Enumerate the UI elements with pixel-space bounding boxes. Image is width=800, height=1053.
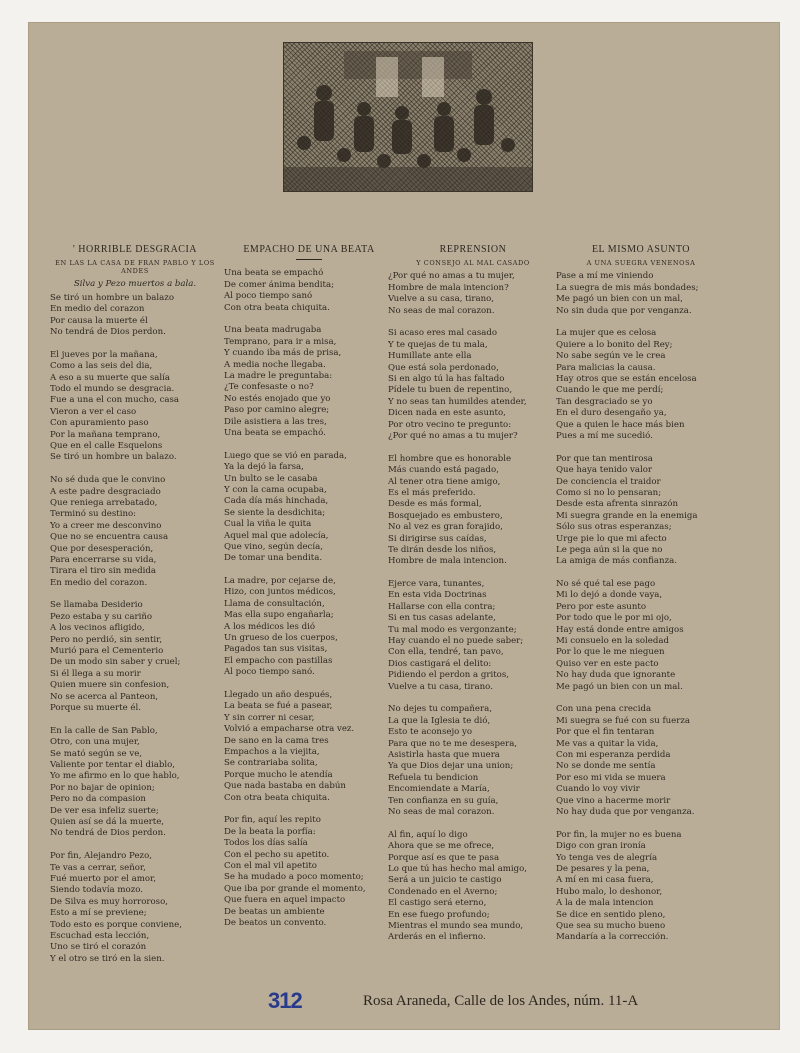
verse-line: No tendrá de Dios perdon. [50, 828, 166, 839]
verse-line: Quien muere sin confesion, [50, 680, 170, 691]
verse-line: Por causa la muerte él [50, 315, 148, 326]
verse-line: No hay duda que ignorante [556, 670, 676, 681]
verse-line: Bosquejado es embustero, [388, 510, 503, 521]
verse-line: En ese fuego profundo; [388, 909, 490, 920]
verse-line: Cuando le que me perdí; [556, 385, 664, 396]
verse-line: Por fin, aquí les repito [224, 815, 321, 826]
verse-line: Pero por este asunto [556, 601, 647, 612]
verse-line: Mi suegra grande en la enemiga [556, 510, 698, 521]
verse-line: Hombre de mala intencion? [388, 282, 509, 293]
verse-line: Y sin correr ni cesar, [224, 712, 315, 723]
verse-line: El jueves por la mañana, [50, 349, 158, 360]
verse-line: Se mató según se ve, [50, 748, 143, 759]
verse-line: El castigo será eterno, [388, 898, 487, 909]
verse-line: Se ha mudado a poco momento; [224, 872, 364, 883]
verse-line: No sé qué tal ese pago [556, 579, 656, 590]
verse-line: Se llamaba Desiderio [50, 600, 143, 611]
verse-line: Hallarse con ella contra; [388, 601, 496, 612]
verse-line: Fué muerto por el amor, [50, 873, 156, 884]
stanza [388, 271, 558, 317]
verse-line: Empachos a la viejita, [224, 747, 320, 758]
verse-line: Pero no da compasion [50, 794, 146, 805]
verse-line: Te vas a cerrar, señor, [50, 862, 146, 873]
stanza [50, 851, 220, 965]
verse-line: La madre, por cejarse de, [224, 576, 336, 587]
verse-line: Pagados tan sus visitas, [224, 644, 328, 655]
verse-line: De un modo sin saber y cruel; [50, 657, 181, 668]
verse-line: Me pagó un bien con un mal. [556, 681, 683, 692]
stanza [50, 726, 220, 840]
verse-line: Me pagó un bien con un mal, [556, 294, 683, 305]
verse-line: Si en algo tú la has faltado [388, 373, 505, 384]
verse-line: Es el más preferido. [388, 487, 476, 498]
verse-line: Arderás en el infierno. [388, 932, 486, 943]
verse-line: Y el otro se tiró en la sien. [50, 953, 165, 964]
verse-line: Esto te aconsejo yo [388, 727, 473, 738]
verse-line: Tirara el tiro sin medida [50, 566, 156, 577]
verse-line: Se tiró un hombre un balazo [50, 292, 175, 303]
verse-line: No se acerca al Panteon, [50, 691, 159, 702]
verse-line: Una beata se empachó [224, 268, 324, 279]
verse-line: Por fin, la mujer no es buena [556, 829, 682, 840]
verse-line: Luego que se vió en parada, [224, 450, 347, 461]
verse-line: Todo esto es porque conviene, [50, 919, 182, 930]
stanza [224, 815, 394, 929]
verse-line: Refuela tu bendicion [388, 772, 479, 783]
stanza [224, 268, 394, 314]
verse-line: Con el mal vil apetito [224, 860, 317, 871]
verse-line: En medio del corazon. [50, 577, 148, 588]
stanza [388, 830, 558, 944]
verse-line: Ya la dejó la farsa, [224, 462, 304, 473]
verse-line: Con apuramiento paso [50, 418, 149, 429]
column-el-mismo-asunto [556, 244, 726, 955]
verse-line: Si dirigirse sus caídas, [388, 533, 487, 544]
verse-line: Pezo estaba y su cariño [50, 611, 153, 622]
column-horrible-desgracia [50, 244, 220, 977]
column-title: ' HORRIBLE DESGRACIA [72, 244, 198, 255]
verse-line: Por eso mi vida se muera [556, 772, 666, 783]
verse-line: No tendrá de Dios perdon. [50, 327, 166, 338]
verse-line: Con otra beata chiquita. [224, 792, 330, 803]
stanza [556, 328, 726, 442]
stanza-list [388, 271, 558, 943]
verse-line: Encomiendate a María, [388, 784, 490, 795]
column-empacho-de-una-beata [224, 244, 394, 941]
verse-line: La madre le preguntaba: [224, 370, 333, 381]
verse-line: En medio del corazon [50, 304, 145, 315]
verse-line: Se tiró un hombre un balazo. [50, 452, 177, 463]
verse-line: A los médicos les dió [224, 621, 316, 632]
verse-line: Para que no te me desespera, [388, 738, 518, 749]
verse-line: Si él llega a su morir [50, 668, 141, 679]
footer [28, 982, 780, 1012]
verse-line: Por la mañana temprano, [50, 429, 161, 440]
verse-line: Fue a una el con mucho, casa [50, 395, 180, 406]
verse-line: Cuando lo voy vivir [556, 784, 640, 795]
verse-line: Uno se tiró el corazón [50, 942, 147, 953]
verse-line: Pidiendo el perdon a gritos, [388, 670, 509, 681]
stanza [50, 293, 220, 339]
verse-line: Para encerrarse su vida, [50, 554, 157, 565]
verse-line: Al poco tiempo sanó [224, 291, 313, 302]
verse-line: Yo a creer me desconvino [50, 520, 162, 531]
verse-line: Al tener otra tiene amigo, [388, 476, 501, 487]
verse-line: Desde es más formal, [388, 499, 482, 510]
verse-line: Una beata madrugaba [224, 325, 322, 336]
verse-line: La suegra de mis más bondades; [556, 282, 699, 293]
verse-line: Porque su muerte él. [50, 703, 141, 714]
verse-line: Con ella, tendré, tan pavo, [388, 647, 504, 658]
verse-line: Que por desesperación, [50, 543, 154, 554]
stanza [388, 454, 558, 568]
verse-line: Como a las seis del dia, [50, 361, 153, 372]
verse-line: De la beata la porfía: [224, 826, 316, 837]
printer-imprint: Rosa Araneda, Calle de los Andes, núm. 11-A [363, 993, 639, 1009]
verse-line: Porque así es que te pasa [388, 852, 500, 863]
verse-line: De beatas un ambiente [224, 906, 325, 917]
column-reprension [388, 244, 558, 955]
verse-line: Quien así se dá la muerte, [50, 817, 165, 828]
verse-line: Quiso ver en este pacto [556, 658, 659, 669]
verse-line: Pídele tu buen de repentino, [388, 385, 513, 396]
verse-line: Que no se encuentra causa [50, 532, 169, 543]
verse-line: Y te quejas de tu mala, [388, 339, 488, 350]
verse-line: A los vecinos afligido, [50, 623, 145, 634]
verse-line: Ya que Dios dejar una union; [388, 761, 514, 772]
verse-line: Pero no perdió, sin sentir, [50, 634, 163, 645]
verse-line: Otro, con una mujer, [50, 737, 140, 748]
verse-line: La amiga de más confianza. [556, 556, 677, 567]
verse-line: Cual la viña le quita [224, 519, 312, 530]
column-subtitle: Y CONSEJO AL MAL CASADO [416, 259, 530, 268]
broadside-sheet [28, 22, 780, 1030]
verse-line: Hay otros que se están encelosa [556, 373, 697, 384]
stanza [556, 271, 726, 317]
verse-line: Vieron a ver el caso [50, 406, 137, 417]
verse-line: No seas de mal corazon. [388, 807, 495, 818]
verse-line: Que reniega arrebatado, [50, 497, 158, 508]
verse-line: Como si no lo pensaran; [556, 487, 662, 498]
verse-line: Por fin, Alejandro Pezo, [50, 851, 152, 862]
verse-line: Que está sola perdonado, [388, 362, 499, 373]
verse-line: Al fin, aquí lo digo [388, 829, 468, 840]
verse-line: Vuelve a tu casa, tirano. [388, 681, 493, 692]
verse-line: Pues a mí me sucedió. [556, 430, 653, 441]
verse-line: Asistirla hasta que muera [388, 750, 500, 761]
verse-line: Volvió a empacharse otra vez. [224, 724, 355, 735]
stanza [224, 451, 394, 565]
column-title: EMPACHO DE UNA BEATA [243, 244, 375, 255]
engraving-illustration [283, 42, 533, 192]
verse-line: Y no seas tan humildes atender, [388, 396, 527, 407]
verse-line: Me vas a quitar la vida, [556, 738, 659, 749]
verse-line: No hay duda que por venganza. [556, 807, 695, 818]
verse-line: Que fuera en aquel impacto [224, 895, 346, 906]
verse-line: Más cuando está pagado, [388, 465, 499, 476]
column-title: REPRENSION [439, 244, 507, 255]
verse-line: Hubo malo, lo deshonor, [556, 886, 663, 897]
verse-line: A media noche llegaba. [224, 359, 326, 370]
verse-line: Te dirán desde los niños, [388, 544, 497, 555]
verse-line: De sano en la cama tres [224, 735, 329, 746]
stanza-list [50, 293, 220, 965]
verse-line: De conciencia el traidor [556, 476, 661, 487]
verse-line: Quiere a lo bonito del Rey; [556, 339, 673, 350]
stanza [556, 579, 726, 693]
verse-line: Un bulto se le casaba [224, 473, 318, 484]
verse-line: Hay está donde entre amigos [556, 624, 684, 635]
verse-line: Con otra beata chiquita. [224, 302, 330, 313]
verse-line: Por que tan mentirosa [556, 453, 653, 464]
verse-line: Que haya tenido valor [556, 465, 653, 476]
verse-line: Para malicias la causa. [556, 362, 656, 373]
verse-line: Ahora que se me ofrece, [388, 841, 495, 852]
verse-line: No estés enojado que yo [224, 393, 331, 404]
verse-line: Yo tenga ves de alegría [556, 852, 658, 863]
stanza-list [556, 271, 726, 943]
verse-line: Tu mal modo es vergonzante; [388, 624, 517, 635]
verse-line: En la calle de San Pablo, [50, 725, 158, 736]
verse-line: Valiente por tentar el diablo, [50, 760, 176, 771]
verse-line: Todo el mundo se desgracia. [50, 383, 175, 394]
verse-line: Le pega aún si la que no [556, 544, 663, 555]
verse-line: Mandaría a la corrección. [556, 932, 669, 943]
verse-line: Desde esta afrenta sinrazón [556, 499, 679, 510]
verse-line: Terminó su destino: [50, 509, 137, 520]
column-subtitle: EN LAS LA CASA DE FRAN PABLO Y LOS ANDES [55, 259, 215, 276]
verse-line: Mi suegra se fué con su fuerza [556, 715, 691, 726]
verse-line: Que iba por grande el momento, [224, 883, 366, 894]
verse-line: Ten confianza en su guía, [388, 795, 499, 806]
verse-line: Humillate ante ella [388, 351, 472, 362]
verse-line: Se contrariaba solita, [224, 758, 318, 769]
verse-line: Cada día más hinchada, [224, 496, 329, 507]
verse-line: De tomar una bendita. [224, 553, 323, 564]
stanza [388, 704, 558, 818]
verse-line: ¿Por qué no amas a tu mujer, [388, 271, 515, 282]
verse-line: ¿Te confesaste o no? [224, 382, 314, 393]
verse-line: Con el pecho su apetito. [224, 849, 330, 860]
verse-line: Digo con gran ironía [556, 841, 646, 852]
stanza [556, 830, 726, 944]
verse-line: Al poco tiempo sanó. [224, 667, 315, 678]
verse-line: Por todo que le por mi ojo, [556, 613, 672, 624]
stanza [50, 475, 220, 589]
verse-line: Y con la cama ocupaba, [224, 484, 327, 495]
verse-line: Que nada bastaba en dabún [224, 781, 346, 792]
verse-line: Y cuando iba más de prisa, [224, 348, 342, 359]
verse-line: Por lo que le me nieguen [556, 647, 665, 658]
verse-line: No al vez es gran forajido, [388, 522, 503, 533]
column-title: EL MISMO ASUNTO [591, 244, 691, 255]
verse-line: Que en el calle Esquelons [50, 440, 163, 451]
catalog-number: 312 [268, 988, 302, 1013]
verse-line: Si acaso eres mal casado [388, 328, 498, 339]
verse-line: Yo me afirmo en lo que hablo, [50, 771, 180, 782]
verse-line: Será a un juicio te castigo [388, 875, 502, 886]
verse-line: El hombre que es honorable [388, 453, 512, 464]
verse-line: La mujer que es celosa [556, 328, 657, 339]
stanza [50, 350, 220, 464]
verse-line: Tan desgraciado se yo [556, 396, 653, 407]
verse-line: Con mi esperanza perdida [556, 750, 671, 761]
verse-line: Por no bajar de opinion; [50, 782, 155, 793]
verse-line: Lo que tú has hecho mal amigo, [388, 863, 528, 874]
verse-line: Siendo todavía mozo. [50, 885, 143, 896]
verse-line: Dicen nada en este asunto, [388, 408, 506, 419]
stanza [224, 576, 394, 679]
verse-line: De comer ánima bendita; [224, 279, 335, 290]
verse-line: Que sea su mucho bueno [556, 921, 666, 932]
stanza [224, 690, 394, 804]
verse-line: No dejes tu compañera, [388, 704, 492, 715]
verse-line: De beatos un convento. [224, 918, 327, 929]
verse-line: Esto a mí se previene; [50, 908, 147, 919]
verse-line: No sé duda que le convino [50, 475, 166, 486]
verse-line: Sólo sus otras esperanzas; [556, 522, 672, 533]
verse-line: En el duro desengaño ya, [556, 408, 667, 419]
verse-line: A mí en mi casa fuera, [556, 875, 654, 886]
verse-line: Llegado un año después, [224, 690, 333, 700]
verse-line: Mientras el mundo sea mundo, [388, 921, 524, 932]
verse-line: Con una pena crecida [556, 704, 652, 715]
verse-line: No sabe según ve le crea [556, 351, 666, 362]
stanza [224, 325, 394, 439]
verse-line: Todos los días salía [224, 838, 308, 849]
verse-line: Paso por camino alegre; [224, 405, 330, 416]
verse-line: Por que el fin tentaran [556, 727, 655, 738]
verse-line: La que la Iglesia te dió, [388, 715, 491, 726]
verse-line: Vuelve a su casa, tirano, [388, 294, 495, 305]
verse-line: Mi lo dejó a donde vaya, [556, 590, 663, 601]
verse-line: No seas de mal corazon. [388, 305, 495, 316]
verse-line: Que a quien le hace más bien [556, 419, 685, 430]
verse-line: A la de mala intencion [556, 898, 654, 909]
verse-line: Si en tus casas adelante, [388, 613, 496, 624]
stanza [556, 704, 726, 818]
stanza-list [224, 268, 394, 929]
verse-line: Se dice en sentido pleno, [556, 909, 666, 920]
stanza [556, 454, 726, 568]
verse-line: Escuchad esta lección, [50, 931, 150, 942]
verse-line: Pase a mí me viniendo [556, 271, 654, 282]
verse-line: De pesares y la pena, [556, 863, 650, 874]
verse-line: Mas ella supo engañarla; [224, 610, 334, 621]
verse-line: Aquel mal que adolecía, [224, 530, 329, 541]
verse-line: Hizo, con juntos médicos, [224, 587, 336, 598]
column-subtitle: A UNA SUEGRA VENENOSA [586, 259, 696, 268]
verse-line: Dile asistiera a las tres, [224, 416, 327, 427]
verse-line: Temprano, para ir a misa, [224, 336, 337, 347]
verse-line: No sin duda que por venganza. [556, 305, 692, 316]
verse-line: Por otro vecino te pregunto: [388, 419, 512, 430]
verse-line: Hay cuando el no puede saber; [388, 636, 524, 647]
stanza [388, 328, 558, 442]
stanza [50, 600, 220, 714]
verse-line: El empacho con pastillas [224, 655, 333, 666]
verse-line: De ver esa infeliz suerte; [50, 805, 159, 816]
verse-line: Se siente la desdichita; [224, 507, 326, 518]
verse-line: A este padre desgraciado [50, 486, 161, 497]
verse-line: Hombre de mala intencion. [388, 556, 507, 567]
verse-line: Porque mucho le atendía [224, 769, 333, 780]
engraving-figures [284, 43, 532, 191]
title-divider [296, 259, 322, 260]
verse-line: Mi consuelo en la soledad [556, 636, 669, 647]
verse-line: Condenado en el Averno; [388, 886, 498, 897]
verse-line: Dios castigará el delito: [388, 658, 492, 669]
verse-line: Llama de consultación, [224, 598, 325, 609]
verse-line: A eso a su muerte que salía [50, 372, 171, 383]
verse-line: No se donde me sentía [556, 761, 656, 772]
stanza [388, 579, 558, 693]
verse-line: De Silva es muy horroroso, [50, 896, 168, 907]
verse-line: Que vino a hacerme morir [556, 795, 671, 806]
verse-line: La beata se fué a pasear, [224, 701, 333, 712]
verse-line: En esta vida Doctrinas [388, 590, 487, 601]
verse-line: Que vino, según decía, [224, 541, 323, 552]
verse-line: Urge pie lo que mi afecto [556, 533, 667, 544]
verse-line: Ejerce vara, tunantes, [388, 579, 485, 590]
verse-line: Murió para el Cementerio [50, 646, 164, 657]
column-epigraph: Silva y Pezo muertos a bala. [73, 279, 197, 290]
verse-line: Un grueso de los cuerpos, [224, 633, 338, 644]
verse-line: ¿Por qué no amas a tu mujer? [388, 430, 518, 441]
verse-line: Una beata se empachó. [224, 427, 326, 438]
